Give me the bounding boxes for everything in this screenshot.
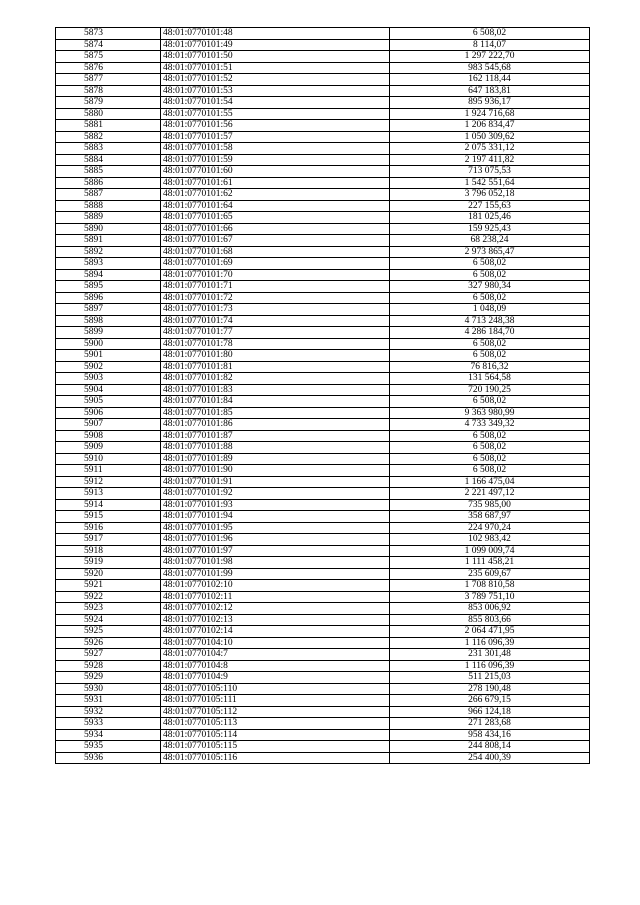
row-number-cell: 5933 [56, 718, 161, 730]
row-number-cell: 5890 [56, 223, 161, 235]
value-cell: 1 166 475,04 [390, 476, 590, 488]
table-row [56, 361, 590, 373]
cadastral-number-cell: 48:01:0770101:57 [161, 131, 390, 143]
value-cell: 6 508,02 [390, 292, 590, 304]
row-number-cell: 5935 [56, 741, 161, 753]
value-cell: 254 400,39 [390, 752, 590, 764]
cadastral-number-cell: 48:01:0770105:115 [161, 741, 390, 753]
cadastral-number-cell: 48:01:0770101:99 [161, 568, 390, 580]
value-cell: 271 283,68 [390, 718, 590, 730]
value-cell: 6 508,02 [390, 350, 590, 362]
row-number-cell: 5931 [56, 695, 161, 707]
value-cell: 1 048,09 [390, 304, 590, 316]
table-row [56, 350, 590, 362]
table-row [56, 476, 590, 488]
cadastral-number-cell: 48:01:0770101:87 [161, 430, 390, 442]
row-number-cell: 5914 [56, 499, 161, 511]
table-row [56, 591, 590, 603]
table-row [56, 384, 590, 396]
value-cell: 159 925,43 [390, 223, 590, 235]
row-number-cell: 5917 [56, 534, 161, 546]
value-cell: 266 679,15 [390, 695, 590, 707]
table-row [56, 154, 590, 166]
row-number-cell: 5934 [56, 729, 161, 741]
row-number-cell: 5896 [56, 292, 161, 304]
row-number-cell: 5875 [56, 51, 161, 63]
table-row [56, 120, 590, 132]
row-number-cell: 5884 [56, 154, 161, 166]
row-number-cell: 5923 [56, 603, 161, 615]
cadastral-number-cell: 48:01:0770101:81 [161, 361, 390, 373]
table-row [56, 177, 590, 189]
row-number-cell: 5929 [56, 672, 161, 684]
table-row [56, 614, 590, 626]
row-number-cell: 5912 [56, 476, 161, 488]
cadastral-number-cell: 48:01:0770101:59 [161, 154, 390, 166]
row-number-cell: 5922 [56, 591, 161, 603]
table-row [56, 292, 590, 304]
row-number-cell: 5918 [56, 545, 161, 557]
table-row [56, 28, 590, 40]
table-row [56, 741, 590, 753]
value-cell: 9 363 980,99 [390, 407, 590, 419]
cadastral-number-cell: 48:01:0770101:94 [161, 511, 390, 523]
cadastral-number-cell: 48:01:0770101:49 [161, 39, 390, 51]
cadastral-number-cell: 48:01:0770101:80 [161, 350, 390, 362]
table-row [56, 672, 590, 684]
table-row [56, 85, 590, 97]
value-cell: 6 508,02 [390, 396, 590, 408]
cadastral-number-cell: 48:01:0770101:61 [161, 177, 390, 189]
row-number-cell: 5906 [56, 407, 161, 419]
row-number-cell: 5879 [56, 97, 161, 109]
value-cell: 102 983,42 [390, 534, 590, 546]
cadastral-number-cell: 48:01:0770102:13 [161, 614, 390, 626]
cadastral-number-cell: 48:01:0770101:55 [161, 108, 390, 120]
table-row [56, 660, 590, 672]
value-cell: 1 116 096,39 [390, 660, 590, 672]
value-cell: 6 508,02 [390, 465, 590, 477]
table-row [56, 281, 590, 293]
value-cell: 227 155,63 [390, 200, 590, 212]
cadastral-number-cell: 48:01:0770101:68 [161, 246, 390, 258]
table-row [56, 258, 590, 270]
row-number-cell: 5908 [56, 430, 161, 442]
value-cell: 1 111 458,21 [390, 557, 590, 569]
table-row [56, 729, 590, 741]
value-cell: 6 508,02 [390, 258, 590, 270]
row-number-cell: 5873 [56, 28, 161, 40]
cadastral-number-cell: 48:01:0770101:70 [161, 269, 390, 281]
row-number-cell: 5892 [56, 246, 161, 258]
value-cell: 68 238,24 [390, 235, 590, 247]
value-cell: 511 215,03 [390, 672, 590, 684]
table-row [56, 545, 590, 557]
table-row [56, 315, 590, 327]
value-cell: 76 816,32 [390, 361, 590, 373]
table-row [56, 718, 590, 730]
value-cell: 958 434,16 [390, 729, 590, 741]
table-row [56, 108, 590, 120]
row-number-cell: 5901 [56, 350, 161, 362]
value-cell: 2 221 497,12 [390, 488, 590, 500]
value-cell: 1 924 716,68 [390, 108, 590, 120]
value-cell: 181 025,46 [390, 212, 590, 224]
table-row [56, 465, 590, 477]
row-number-cell: 5915 [56, 511, 161, 523]
value-cell: 327 980,34 [390, 281, 590, 293]
value-cell: 278 190,48 [390, 683, 590, 695]
cadastral-number-cell: 48:01:0770101:56 [161, 120, 390, 132]
cadastral-number-cell: 48:01:0770101:54 [161, 97, 390, 109]
cadastral-number-cell: 48:01:0770102:14 [161, 626, 390, 638]
cadastral-number-cell: 48:01:0770105:113 [161, 718, 390, 730]
row-number-cell: 5876 [56, 62, 161, 74]
value-cell: 6 508,02 [390, 453, 590, 465]
table-row [56, 649, 590, 661]
row-number-cell: 5874 [56, 39, 161, 51]
row-number-cell: 5887 [56, 189, 161, 201]
row-number-cell: 5897 [56, 304, 161, 316]
cadastral-number-cell: 48:01:0770101:88 [161, 442, 390, 454]
table-row [56, 212, 590, 224]
value-cell: 855 803,66 [390, 614, 590, 626]
cadastral-number-cell: 48:01:0770101:89 [161, 453, 390, 465]
value-cell: 8 114,07 [390, 39, 590, 51]
cadastral-number-cell: 48:01:0770105:111 [161, 695, 390, 707]
value-cell: 231 301,48 [390, 649, 590, 661]
table-row [56, 419, 590, 431]
cadastral-number-cell: 48:01:0770102:11 [161, 591, 390, 603]
table-body [56, 28, 590, 764]
table-row [56, 200, 590, 212]
table-row [56, 442, 590, 454]
value-cell: 6 508,02 [390, 442, 590, 454]
cadastral-number-cell: 48:01:0770101:60 [161, 166, 390, 178]
table-row [56, 568, 590, 580]
cadastral-value-table [55, 27, 590, 764]
row-number-cell: 5880 [56, 108, 161, 120]
value-cell: 6 508,02 [390, 28, 590, 40]
value-cell: 647 183,81 [390, 85, 590, 97]
value-cell: 983 545,68 [390, 62, 590, 74]
row-number-cell: 5878 [56, 85, 161, 97]
row-number-cell: 5885 [56, 166, 161, 178]
cadastral-number-cell: 48:01:0770101:77 [161, 327, 390, 339]
table-row [56, 166, 590, 178]
row-number-cell: 5928 [56, 660, 161, 672]
cadastral-number-cell: 48:01:0770101:85 [161, 407, 390, 419]
value-cell: 235 609,67 [390, 568, 590, 580]
cadastral-number-cell: 48:01:0770105:110 [161, 683, 390, 695]
cadastral-number-cell: 48:01:0770101:66 [161, 223, 390, 235]
cadastral-number-cell: 48:01:0770101:96 [161, 534, 390, 546]
value-cell: 1 206 834,47 [390, 120, 590, 132]
row-number-cell: 5920 [56, 568, 161, 580]
table-row [56, 522, 590, 534]
cadastral-number-cell: 48:01:0770101:84 [161, 396, 390, 408]
row-number-cell: 5927 [56, 649, 161, 661]
row-number-cell: 5909 [56, 442, 161, 454]
row-number-cell: 5905 [56, 396, 161, 408]
value-cell: 1 116 096,39 [390, 637, 590, 649]
value-cell: 1 542 551,64 [390, 177, 590, 189]
cadastral-number-cell: 48:01:0770101:52 [161, 74, 390, 86]
value-cell: 6 508,02 [390, 269, 590, 281]
cadastral-number-cell: 48:01:0770101:78 [161, 338, 390, 350]
table-row [56, 235, 590, 247]
cadastral-number-cell: 48:01:0770104:8 [161, 660, 390, 672]
value-cell: 2 973 865,47 [390, 246, 590, 258]
table-row [56, 557, 590, 569]
row-number-cell: 5907 [56, 419, 161, 431]
row-number-cell: 5926 [56, 637, 161, 649]
row-number-cell: 5883 [56, 143, 161, 155]
table-row [56, 534, 590, 546]
cadastral-number-cell: 48:01:0770101:95 [161, 522, 390, 534]
row-number-cell: 5936 [56, 752, 161, 764]
row-number-cell: 5877 [56, 74, 161, 86]
value-cell: 1 050 309,62 [390, 131, 590, 143]
value-cell: 735 985,00 [390, 499, 590, 511]
cadastral-number-cell: 48:01:0770101:71 [161, 281, 390, 293]
row-number-cell: 5902 [56, 361, 161, 373]
row-number-cell: 5889 [56, 212, 161, 224]
cadastral-number-cell: 48:01:0770101:98 [161, 557, 390, 569]
value-cell: 244 808,14 [390, 741, 590, 753]
table-row [56, 327, 590, 339]
row-number-cell: 5881 [56, 120, 161, 132]
cadastral-number-cell: 48:01:0770101:73 [161, 304, 390, 316]
table-row [56, 373, 590, 385]
row-number-cell: 5930 [56, 683, 161, 695]
row-number-cell: 5888 [56, 200, 161, 212]
value-cell: 3 796 052,18 [390, 189, 590, 201]
table-row [56, 269, 590, 281]
row-number-cell: 5910 [56, 453, 161, 465]
cadastral-number-cell: 48:01:0770101:62 [161, 189, 390, 201]
table-row [56, 499, 590, 511]
row-number-cell: 5924 [56, 614, 161, 626]
table-row [56, 637, 590, 649]
cadastral-number-cell: 48:01:0770101:64 [161, 200, 390, 212]
cadastral-number-cell: 48:01:0770104:9 [161, 672, 390, 684]
value-cell: 720 190,25 [390, 384, 590, 396]
table-row [56, 62, 590, 74]
table-row [56, 752, 590, 764]
row-number-cell: 5932 [56, 706, 161, 718]
table-row [56, 695, 590, 707]
cadastral-number-cell: 48:01:0770101:53 [161, 85, 390, 97]
table-row [56, 131, 590, 143]
table-row [56, 580, 590, 592]
table-row [56, 488, 590, 500]
table-row [56, 430, 590, 442]
table-row [56, 304, 590, 316]
value-cell: 1 297 222,70 [390, 51, 590, 63]
table-row [56, 39, 590, 51]
table-row [56, 626, 590, 638]
cadastral-number-cell: 48:01:0770104:10 [161, 637, 390, 649]
row-number-cell: 5911 [56, 465, 161, 477]
cadastral-number-cell: 48:01:0770101:67 [161, 235, 390, 247]
row-number-cell: 5893 [56, 258, 161, 270]
cadastral-number-cell: 48:01:0770101:97 [161, 545, 390, 557]
table-row [56, 396, 590, 408]
value-cell: 2 064 471,95 [390, 626, 590, 638]
table-row [56, 407, 590, 419]
value-cell: 4 733 349,32 [390, 419, 590, 431]
table-row [56, 74, 590, 86]
cadastral-number-cell: 48:01:0770101:50 [161, 51, 390, 63]
row-number-cell: 5895 [56, 281, 161, 293]
value-cell: 3 789 751,10 [390, 591, 590, 603]
row-number-cell: 5916 [56, 522, 161, 534]
row-number-cell: 5891 [56, 235, 161, 247]
table-row [56, 603, 590, 615]
table-row [56, 338, 590, 350]
cadastral-number-cell: 48:01:0770101:83 [161, 384, 390, 396]
cadastral-number-cell: 48:01:0770101:72 [161, 292, 390, 304]
value-cell: 853 006,92 [390, 603, 590, 615]
row-number-cell: 5925 [56, 626, 161, 638]
cadastral-number-cell: 48:01:0770101:65 [161, 212, 390, 224]
cadastral-number-cell: 48:01:0770101:51 [161, 62, 390, 74]
value-cell: 358 687,97 [390, 511, 590, 523]
cadastral-number-cell: 48:01:0770101:92 [161, 488, 390, 500]
value-cell: 713 075,53 [390, 166, 590, 178]
row-number-cell: 5919 [56, 557, 161, 569]
cadastral-number-cell: 48:01:0770101:58 [161, 143, 390, 155]
row-number-cell: 5882 [56, 131, 161, 143]
row-number-cell: 5894 [56, 269, 161, 281]
cadastral-number-cell: 48:01:0770105:112 [161, 706, 390, 718]
value-cell: 2 197 411,82 [390, 154, 590, 166]
row-number-cell: 5898 [56, 315, 161, 327]
value-cell: 966 124,18 [390, 706, 590, 718]
table-row [56, 683, 590, 695]
cadastral-number-cell: 48:01:0770101:86 [161, 419, 390, 431]
row-number-cell: 5904 [56, 384, 161, 396]
value-cell: 4 286 184,70 [390, 327, 590, 339]
value-cell: 162 118,44 [390, 74, 590, 86]
cadastral-number-cell: 48:01:0770101:69 [161, 258, 390, 270]
table-row [56, 189, 590, 201]
table-row [56, 97, 590, 109]
cadastral-number-cell: 48:01:0770101:82 [161, 373, 390, 385]
table-row [56, 706, 590, 718]
cadastral-number-cell: 48:01:0770104:7 [161, 649, 390, 661]
row-number-cell: 5921 [56, 580, 161, 592]
cadastral-number-cell: 48:01:0770102:10 [161, 580, 390, 592]
value-cell: 131 564,58 [390, 373, 590, 385]
cadastral-number-cell: 48:01:0770101:91 [161, 476, 390, 488]
row-number-cell: 5903 [56, 373, 161, 385]
cadastral-number-cell: 48:01:0770101:74 [161, 315, 390, 327]
value-cell: 6 508,02 [390, 338, 590, 350]
row-number-cell: 5899 [56, 327, 161, 339]
value-cell: 895 936,17 [390, 97, 590, 109]
value-cell: 6 508,02 [390, 430, 590, 442]
row-number-cell: 5900 [56, 338, 161, 350]
table-row [56, 453, 590, 465]
value-cell: 1 099 009,74 [390, 545, 590, 557]
row-number-cell: 5913 [56, 488, 161, 500]
cadastral-number-cell: 48:01:0770101:90 [161, 465, 390, 477]
value-cell: 1 708 810,58 [390, 580, 590, 592]
cadastral-number-cell: 48:01:0770105:116 [161, 752, 390, 764]
value-cell: 224 970,24 [390, 522, 590, 534]
table-row [56, 246, 590, 258]
cadastral-number-cell: 48:01:0770101:93 [161, 499, 390, 511]
table-row [56, 143, 590, 155]
table-row [56, 511, 590, 523]
cadastral-number-cell: 48:01:0770101:48 [161, 28, 390, 40]
cadastral-number-cell: 48:01:0770105:114 [161, 729, 390, 741]
value-cell: 4 713 248,38 [390, 315, 590, 327]
table-row [56, 51, 590, 63]
table-row [56, 223, 590, 235]
value-cell: 2 075 331,12 [390, 143, 590, 155]
cadastral-number-cell: 48:01:0770102:12 [161, 603, 390, 615]
row-number-cell: 5886 [56, 177, 161, 189]
